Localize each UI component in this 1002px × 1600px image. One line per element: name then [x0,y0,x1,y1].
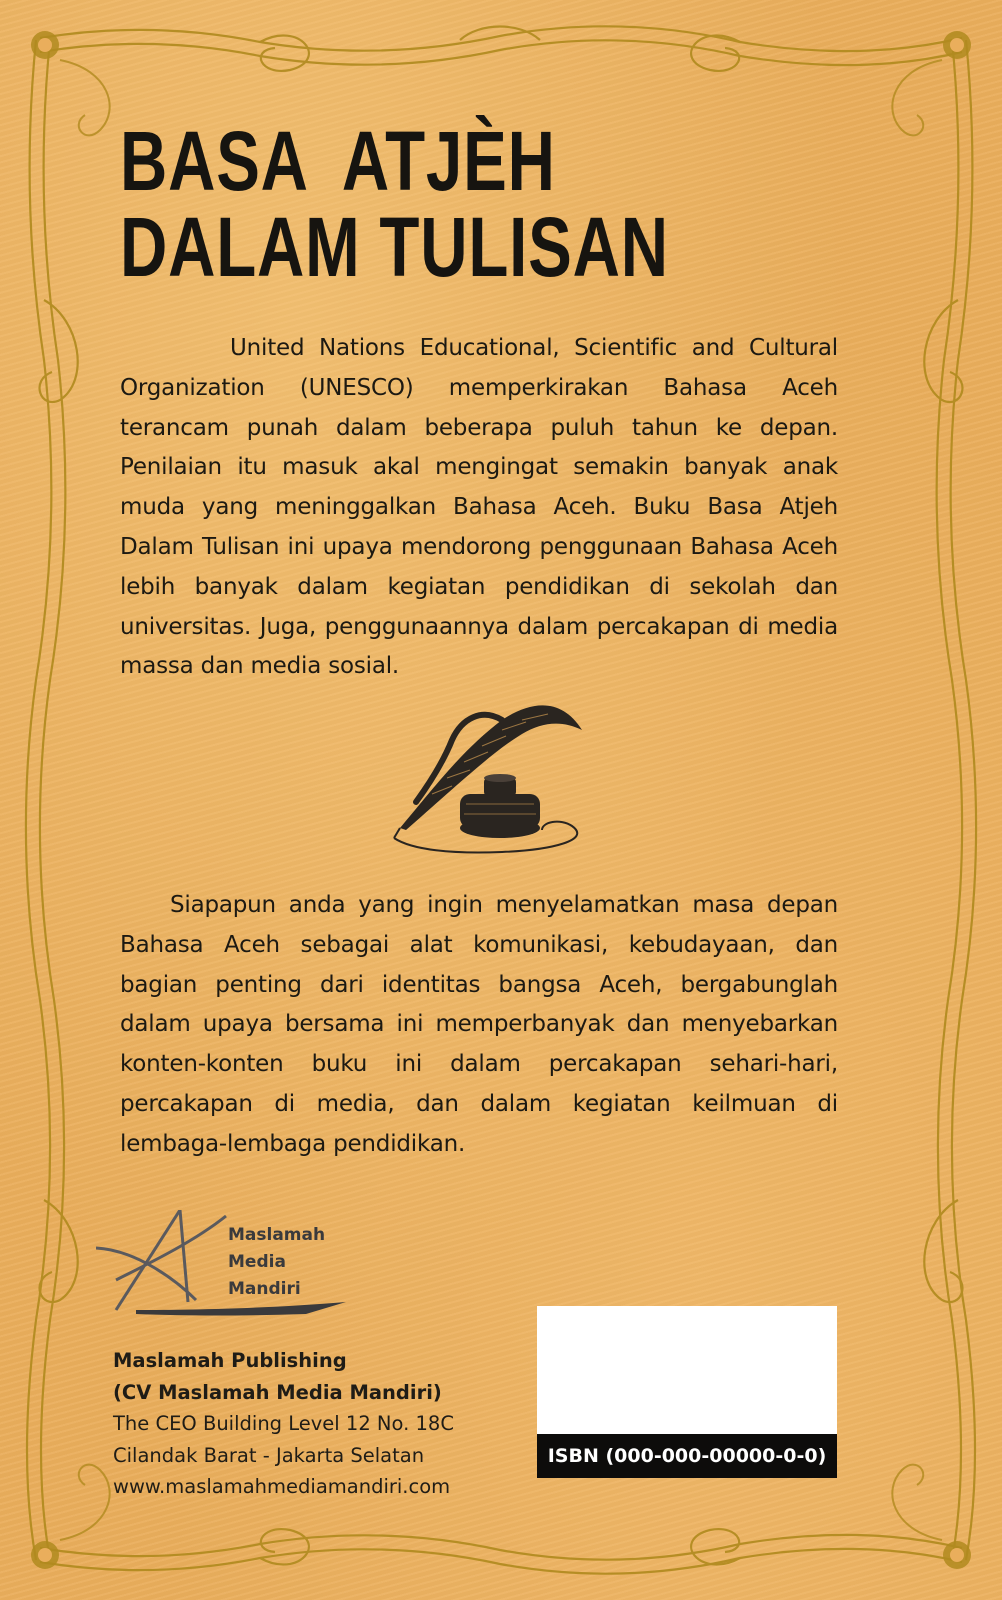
publisher-address-2: Cilandak Barat - Jakarta Selatan [113,1443,425,1467]
title-line-1: BASA ATJÈH [120,114,556,208]
logo-wordmark [228,1222,325,1303]
logo-line-3: Mandiri [228,1279,301,1299]
book-title [120,114,669,294]
blurb-paragraph-2: Siapapun anda yang ingin menyelamatkan masa depan Bahasa Aceh sebagai alat komunikasi, kebudayaan, dan bagian penting dari identitas bangsa Aceh, bergabunglah dalam upaya bersama ini memperbanyak dan menyebarkan konten-konten buku ini dalam percakapan sehari-hari, percakapan di media, dan dalam kegiatan keilmuan di lembaga-lembaga pendidikan. [120,892,838,1157]
blurb-paragraph-1: United Nations Educational, Scientific and Cultural Organization (UNESCO) memperkirakan Bahasa Aceh terancam punah dalam beberapa puluh tahun ke depan. Penilaian itu masuk akal mengingat semakin banyak anak muda yang meninggalkan Bahasa Aceh. Buku Basa Atjeh Dalam Tulisan ini upaya mendorong penggunaan Bahasa Aceh lebih banyak dalam kegiatan pendidikan di sekolah dan universitas. Juga, penggunaannya dalam percakapan di media massa dan media sosial. [120,335,838,680]
publisher-company: (CV Maslamah Media Mandiri) [113,1380,442,1404]
quill-inkwell-icon [392,690,592,860]
publisher-info [113,1345,454,1503]
title-line-2: DALAM TULISAN [120,200,669,294]
publisher-website[interactable]: www.maslamahmediamandiri.com [113,1475,451,1498]
logo-line-1: Maslamah [228,1225,326,1245]
isbn-label: ISBN (000-000-00000-0-0) [537,1434,837,1478]
logo-line-2: Media [228,1252,286,1272]
publisher-name: Maslamah Publishing [113,1349,347,1372]
publisher-address-1: The CEO Building Level 12 No. 18C [113,1412,454,1435]
